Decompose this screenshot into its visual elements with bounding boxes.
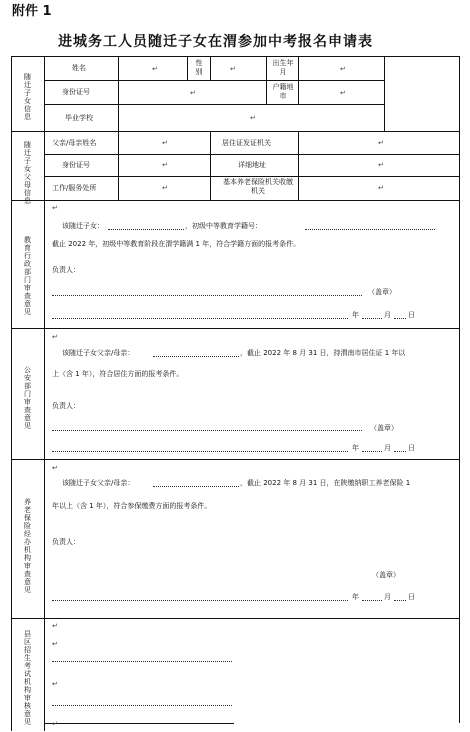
field-label-id-number: 身份证号 (62, 88, 90, 96)
label-column-divider (44, 56, 45, 731)
edu-line1-a: 该随迁子女： (62, 222, 104, 230)
field-label-residence-authority: 居住证发证机关 (222, 139, 271, 147)
table-border-bottom-partial (44, 723, 234, 724)
edu-date-day: 日 (408, 311, 415, 319)
cell-mark: ↵ (152, 65, 158, 73)
table-border-left (11, 56, 12, 731)
cell-mark: ↵ (52, 204, 58, 212)
field-label-hukou: 户籍地市 (272, 83, 294, 100)
police-line1-a: 该随迁子女父亲/母亲： (62, 349, 135, 357)
cell-mark: ↵ (52, 680, 58, 688)
pension-line1-a: 该随迁子女父亲/母亲： (62, 479, 135, 487)
edu-date-day-blank[interactable] (394, 318, 406, 319)
pension-date-day: 日 (408, 593, 415, 601)
page-title: 进城务工人员随迁子女在渭参加中考报名申请表 (58, 34, 373, 50)
section-divider (11, 328, 460, 329)
pension-line1-b: ，截止 2022 年 8 月 31 日，在陕缴纳职工养老保险 1 (240, 479, 411, 487)
edu-date-month: 月 (384, 311, 391, 319)
pension-date-month: 月 (384, 593, 391, 601)
police-seal-line (52, 430, 362, 431)
section-label-child-info: 随迁子女信息 (24, 73, 31, 121)
field-label-name: 姓名 (72, 64, 86, 72)
section-label-pension-review: 养老保险经办机构审查意见 (24, 498, 31, 594)
section-divider (11, 618, 460, 619)
pension-responsible-label: 负责人： (52, 538, 80, 546)
pension-date-year: 年 (352, 593, 359, 601)
edu-date-year: 年 (352, 311, 359, 319)
cell-mark: ↵ (230, 65, 236, 73)
section-label-edu-review: 教育行政部门审查意见 (24, 236, 31, 316)
police-date-line (52, 451, 348, 452)
col-divider (266, 56, 267, 104)
field-label-parent-name: 父亲/母亲姓名 (52, 139, 97, 147)
edu-date-line (52, 318, 348, 319)
pension-line2: 年以上（含 1 年），符合参保缴费方面的报考条件。 (52, 502, 212, 510)
pension-date-line (52, 600, 348, 601)
section-label-exam-review: 县区招生考试机构审核意见 (24, 630, 31, 726)
edu-line2: 截止 2022 年，初级中等教育阶段在渭学籍满 1 年，符合学籍方面的报考条件。 (52, 240, 301, 248)
section-divider (11, 459, 460, 460)
cell-mark: ↵ (162, 184, 168, 192)
section-label-parent-info: 随迁子女父母信息 (24, 141, 31, 205)
cell-mark: ↵ (52, 720, 58, 728)
photo-cell (385, 57, 458, 130)
edu-student-number-blank[interactable] (305, 229, 435, 230)
col-divider (210, 131, 211, 200)
field-label-graduate-school: 毕业学校 (65, 114, 93, 122)
cell-mark: ↵ (52, 464, 58, 472)
pension-date-day-blank[interactable] (394, 600, 406, 601)
police-date-day: 日 (408, 444, 415, 452)
cell-mark: ↵ (162, 161, 168, 169)
pension-seal-label: （盖章） (372, 571, 400, 579)
field-label-parent-id: 身份证号 (62, 161, 90, 169)
police-line2: 上（含 1 年），符合居住方面的报考条件。 (52, 370, 184, 378)
cell-mark: ↵ (378, 161, 384, 169)
exam-review-line-2[interactable] (52, 705, 232, 706)
pension-parent-name-blank[interactable] (153, 486, 239, 487)
gender-input-cell[interactable] (211, 57, 265, 79)
cell-mark: ↵ (378, 139, 384, 147)
edu-seal-label: （盖章） (368, 288, 396, 296)
police-parent-name-blank[interactable] (153, 356, 239, 357)
cell-mark: ↵ (250, 114, 256, 122)
police-responsible-label: 负责人： (52, 402, 80, 410)
cell-mark: ↵ (52, 640, 58, 648)
field-label-workplace: 工作/服务处所 (52, 184, 97, 192)
police-date-year: 年 (352, 444, 359, 452)
cell-mark: ↵ (378, 184, 384, 192)
pension-date-month-blank[interactable] (362, 600, 382, 601)
cell-mark: ↵ (190, 89, 196, 97)
field-label-gender: 性别 (195, 59, 203, 76)
field-label-birth: 出生年月 (272, 59, 294, 76)
cell-mark: ↵ (52, 622, 58, 630)
edu-child-name-blank[interactable] (108, 229, 184, 230)
edu-responsible-label: 负责人： (52, 266, 80, 274)
cell-mark: ↵ (162, 139, 168, 147)
police-date-month-blank[interactable] (362, 451, 382, 452)
row-divider (11, 200, 460, 201)
police-date-month: 月 (384, 444, 391, 452)
section-label-police-review: 公安部门审查意见 (24, 366, 31, 430)
table-border-right-top (459, 56, 460, 723)
edu-line1-b: ，初级中等教育学籍号： (185, 222, 262, 230)
exam-review-line-1[interactable] (52, 661, 232, 662)
field-label-address: 详细地址 (238, 161, 266, 169)
col-divider (187, 56, 188, 80)
police-line1-b: ，截止 2022 年 8 月 31 日，持渭南市居住证 1 年以 (240, 349, 406, 357)
police-seal-label: （盖章） (370, 424, 398, 432)
cell-mark: ↵ (340, 65, 346, 73)
cell-mark: ↵ (340, 89, 346, 97)
edu-seal-line (52, 295, 362, 296)
cell-mark: ↵ (52, 333, 58, 341)
field-label-pension-agency: 基本养老保险机关收缴机关 (223, 178, 293, 195)
edu-date-month-blank[interactable] (362, 318, 382, 319)
police-date-day-blank[interactable] (394, 451, 406, 452)
attachment-label: 附件 1 (12, 4, 52, 19)
